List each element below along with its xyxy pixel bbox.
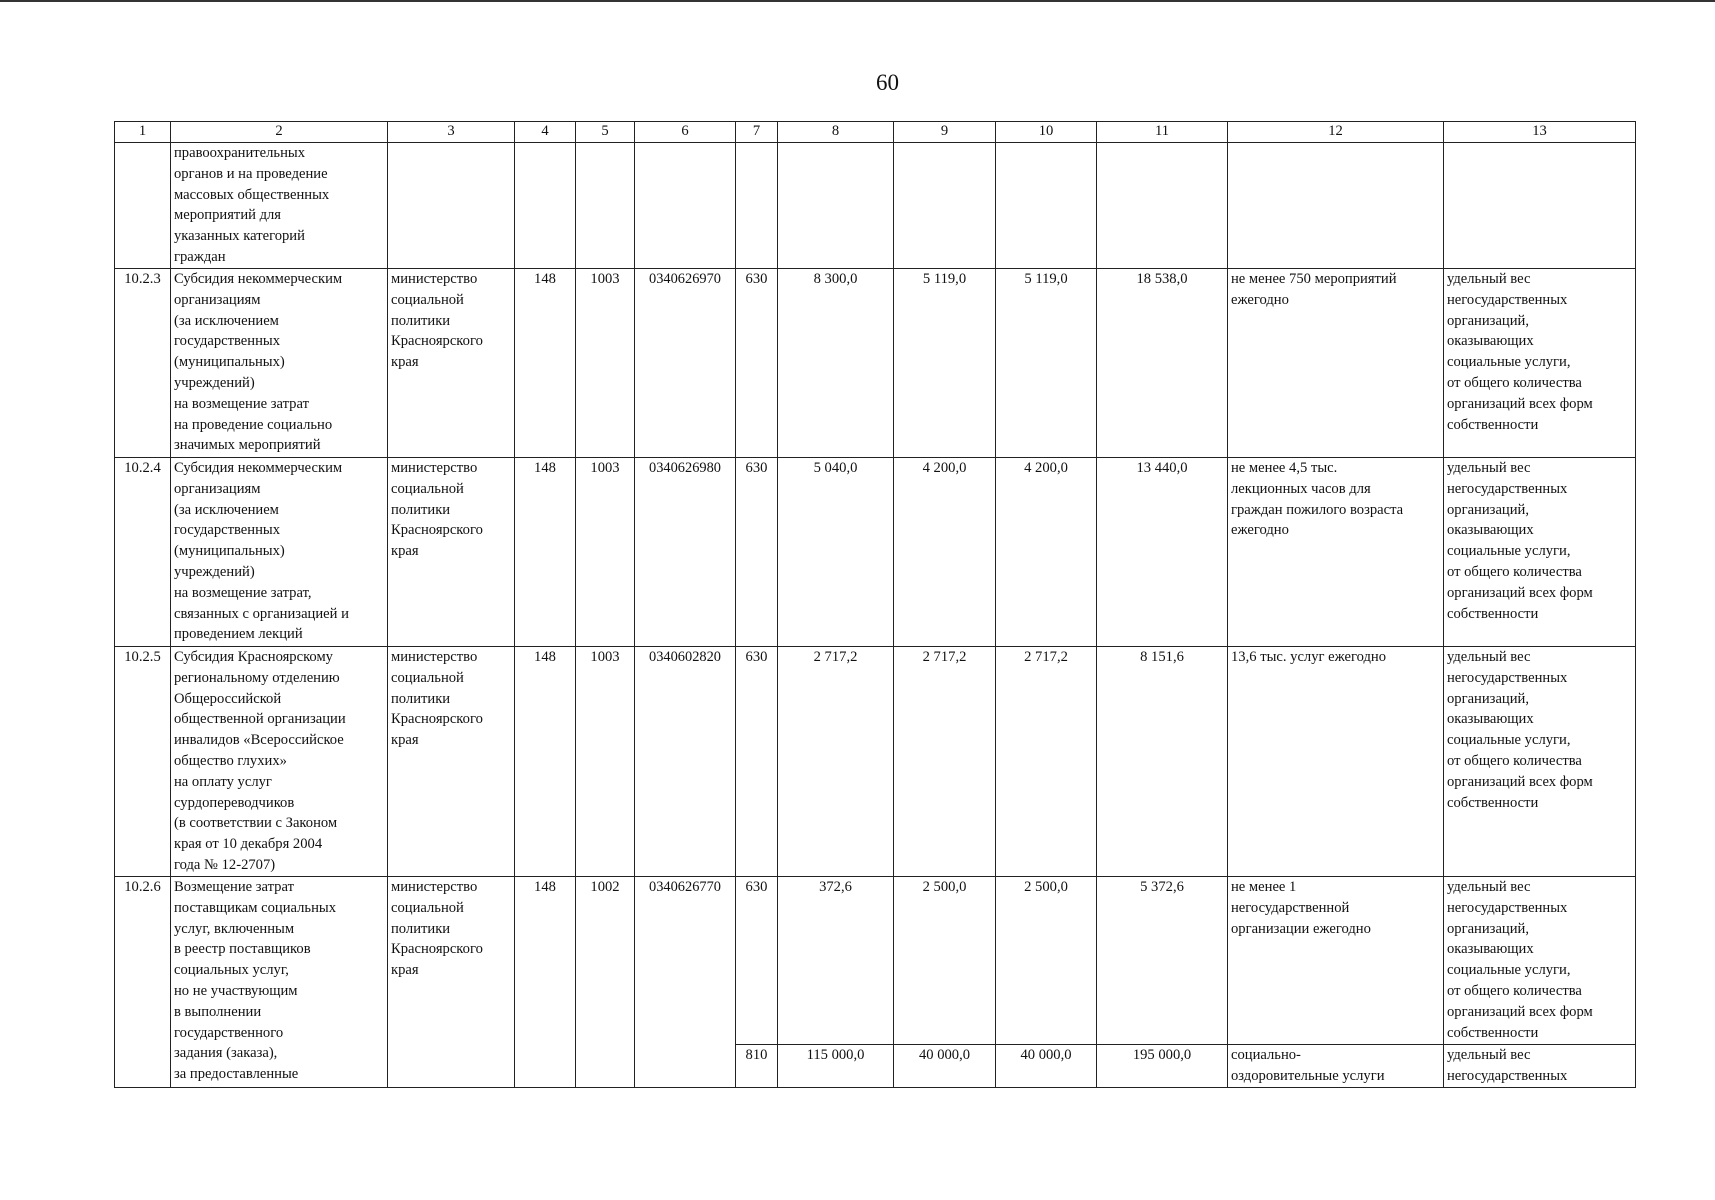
- amount-year2-cell: 4 200,0: [894, 458, 996, 647]
- activity-name-cell: правоохранительных органов и на проведение массовых общественных мероприятий для указанных категорий граждан: [171, 143, 388, 269]
- administrator-cell: министерство социальной политики Красноярского края: [388, 458, 515, 647]
- indicator-cell: удельный вес негосударственных организаций, оказывающих социальные услуги, от общего количества организаций всех форм собственности: [1444, 269, 1636, 458]
- row-number-cell: 10.2.3: [115, 269, 171, 458]
- table-cell: [576, 143, 635, 269]
- table-cell: [515, 143, 576, 269]
- administrator-cell: министерство социальной политики Красноярского края: [388, 647, 515, 877]
- row-number-cell: 10.2.6: [115, 877, 171, 1088]
- expected-result-cell: не менее 4,5 тыс. лекционных часов для граждан пожилого возраста ежегодно: [1228, 458, 1444, 647]
- column-header: 2: [171, 122, 388, 143]
- top-scan-edge: [0, 0, 1715, 2]
- amount-total-cell: 5 372,6: [1097, 877, 1228, 1045]
- continued-row: [115, 143, 1636, 269]
- section-code-cell: 1002: [576, 877, 635, 1088]
- amount-total-cell: 18 538,0: [1097, 269, 1228, 458]
- section-code-cell: 1003: [576, 647, 635, 877]
- column-header: 12: [1228, 122, 1444, 143]
- amount-year1-cell: 5 040,0: [778, 458, 894, 647]
- activity-name-cell: Субсидия Красноярскому региональному отделению Общероссийской общественной организации инвалидов «Всероссийское общество глухих» на оплату услуг сурдопереводчиков (в соответствии с Законом края от 10 декабря 2004 года № 12-2707): [171, 647, 388, 877]
- amount-year3-cell: 2 500,0: [996, 877, 1097, 1045]
- grbs-code-cell: 148: [515, 458, 576, 647]
- column-header: 4: [515, 122, 576, 143]
- section-code-cell: 1003: [576, 458, 635, 647]
- amount-year1-cell: 372,6: [778, 877, 894, 1045]
- column-header: 7: [736, 122, 778, 143]
- column-header: 8: [778, 122, 894, 143]
- amount-year3-cell: 40 000,0: [996, 1045, 1097, 1088]
- amount-year3-cell: 2 717,2: [996, 647, 1097, 877]
- indicator-cell: удельный вес негосударственных: [1444, 1045, 1636, 1088]
- table-cell: [894, 143, 996, 269]
- administrator-cell: министерство социальной политики Красноярского края: [388, 269, 515, 458]
- grbs-code-cell: 148: [515, 269, 576, 458]
- table-cell: [778, 143, 894, 269]
- amount-year2-cell: 2 500,0: [894, 877, 996, 1045]
- grbs-code-cell: 148: [515, 877, 576, 1088]
- target-article-cell: 0340626970: [635, 269, 736, 458]
- amount-year1-cell: 2 717,2: [778, 647, 894, 877]
- expense-type-cell: 630: [736, 877, 778, 1045]
- amount-total-cell: 8 151,6: [1097, 647, 1228, 877]
- table-cell: [115, 143, 171, 269]
- indicator-cell: удельный вес негосударственных организаций, оказывающих социальные услуги, от общего количества организаций всех форм собственности: [1444, 458, 1636, 647]
- activity-name-cell: Возмещение затрат поставщикам социальных услуг, включенным в реестр поставщиков социальных услуг, но не участвующим в выполнении государственного задания (заказа), за предоставленные: [171, 877, 388, 1088]
- amount-year2-cell: 40 000,0: [894, 1045, 996, 1088]
- indicator-cell: удельный вес негосударственных организаций, оказывающих социальные услуги, от общего количества организаций всех форм собственности: [1444, 877, 1636, 1045]
- amount-total-cell: 13 440,0: [1097, 458, 1228, 647]
- table-row: [115, 458, 1636, 647]
- expense-type-cell: 630: [736, 647, 778, 877]
- column-header: 1: [115, 122, 171, 143]
- program-activities-table: [114, 121, 1636, 1088]
- expense-type-cell: 810: [736, 1045, 778, 1088]
- column-header: 9: [894, 122, 996, 143]
- expense-type-cell: 630: [736, 269, 778, 458]
- amount-year2-cell: 2 717,2: [894, 647, 996, 877]
- amount-year3-cell: 4 200,0: [996, 458, 1097, 647]
- expense-type-cell: 630: [736, 458, 778, 647]
- column-header: 6: [635, 122, 736, 143]
- activity-name-cell: Субсидия некоммерческим организациям (за исключением государственных (муниципальных) учреждений) на возмещение затрат, связанных с организацией и проведением лекций: [171, 458, 388, 647]
- expected-result-cell: социально- оздоровительные услуги: [1228, 1045, 1444, 1088]
- table-row: [115, 877, 1636, 1045]
- amount-year1-cell: 8 300,0: [778, 269, 894, 458]
- column-header: 10: [996, 122, 1097, 143]
- table-cell: [1097, 143, 1228, 269]
- table-cell: [736, 143, 778, 269]
- expected-result-cell: не менее 1 негосударственной организации ежегодно: [1228, 877, 1444, 1045]
- amount-year1-cell: 115 000,0: [778, 1045, 894, 1088]
- grbs-code-cell: 148: [515, 647, 576, 877]
- program-table-container: [114, 121, 1635, 1087]
- page-number: 60: [876, 70, 899, 95]
- target-article-cell: 0340602820: [635, 647, 736, 877]
- indicator-cell: удельный вес негосударственных организаций, оказывающих социальные услуги, от общего количества организаций всех форм собственности: [1444, 647, 1636, 877]
- amount-year2-cell: 5 119,0: [894, 269, 996, 458]
- column-header: 5: [576, 122, 635, 143]
- column-header: 3: [388, 122, 515, 143]
- column-header: 13: [1444, 122, 1636, 143]
- table-cell: [635, 143, 736, 269]
- table-row: [115, 269, 1636, 458]
- expected-result-cell: 13,6 тыс. услуг ежегодно: [1228, 647, 1444, 877]
- column-header: 11: [1097, 122, 1228, 143]
- table-cell: [1228, 143, 1444, 269]
- table-row: [115, 647, 1636, 877]
- administrator-cell: министерство социальной политики Красноярского края: [388, 877, 515, 1088]
- table-cell: [388, 143, 515, 269]
- row-number-cell: 10.2.5: [115, 647, 171, 877]
- amount-year3-cell: 5 119,0: [996, 269, 1097, 458]
- table-cell: [1444, 143, 1636, 269]
- activity-name-cell: Субсидия некоммерческим организациям (за исключением государственных (муниципальных) учреждений) на возмещение затрат на проведение социально значимых мероприятий: [171, 269, 388, 458]
- target-article-cell: 0340626770: [635, 877, 736, 1088]
- column-number-header-row: [115, 122, 1636, 143]
- target-article-cell: 0340626980: [635, 458, 736, 647]
- expected-result-cell: не менее 750 мероприятий ежегодно: [1228, 269, 1444, 458]
- amount-total-cell: 195 000,0: [1097, 1045, 1228, 1088]
- row-number-cell: 10.2.4: [115, 458, 171, 647]
- table-cell: [996, 143, 1097, 269]
- section-code-cell: 1003: [576, 269, 635, 458]
